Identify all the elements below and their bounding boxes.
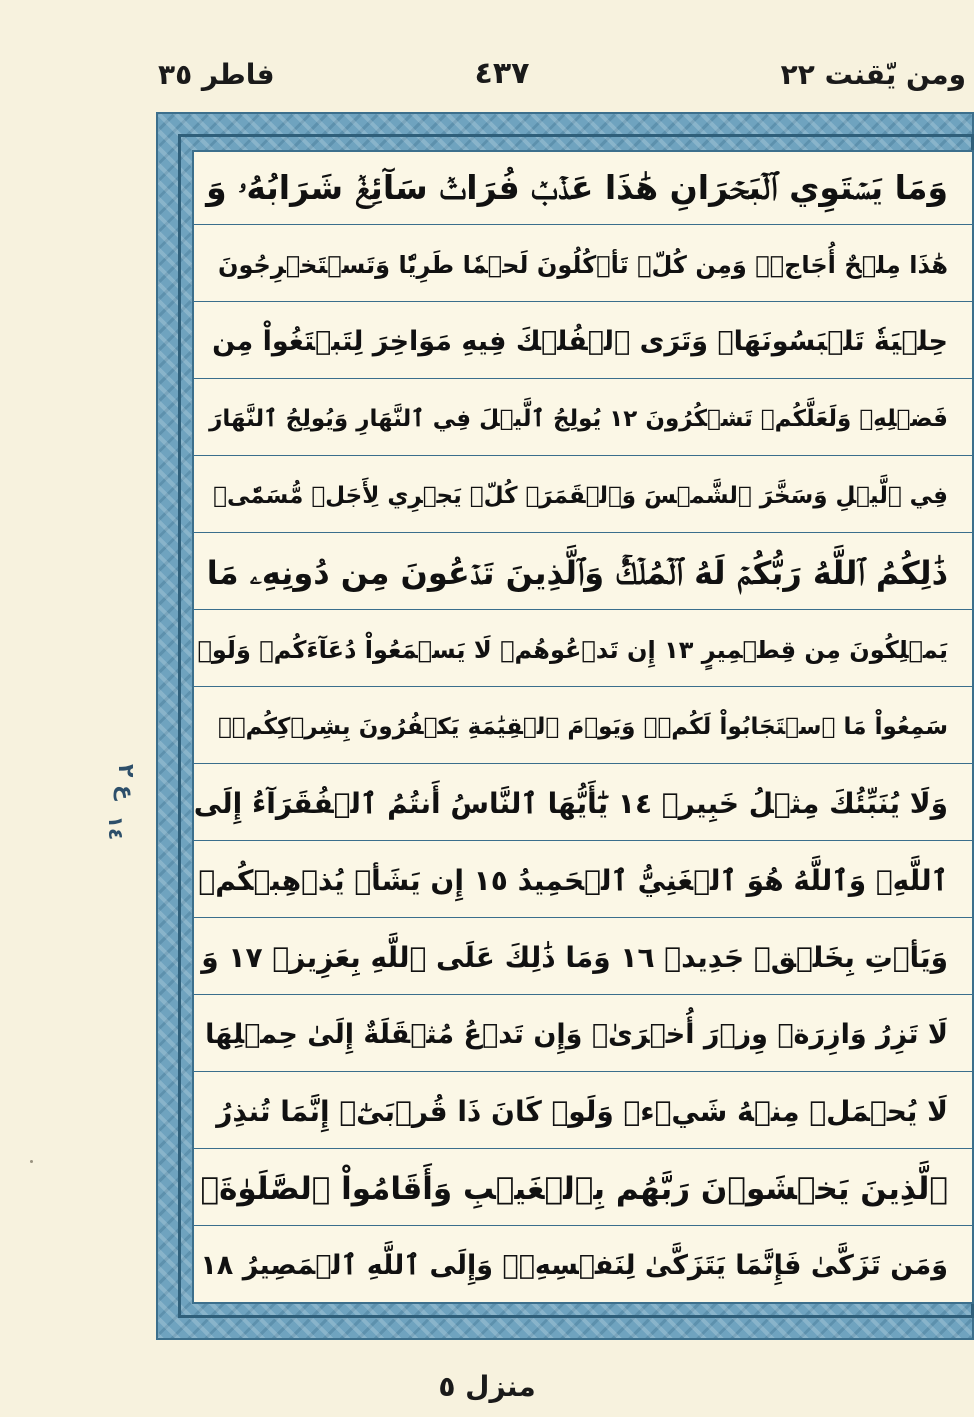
verse-line: لَا تَزِرُ وَازِرَةٞ وِزۡرَ أُخۡرَىٰۚ وَإِن تَدۡعُ مُثۡقَلَةٌ إِلَىٰ حِمۡلِهَا <box>194 999 972 1072</box>
ruku-number: ع ٢ <box>113 763 138 801</box>
ruku-verse-count: ١٤ <box>104 815 128 841</box>
juz-label: ومن يّقنت ٢٢ <box>780 58 966 91</box>
verse-line: يَمۡلِكُونَ مِن قِطۡمِيرٍ ١٣ إِن تَدۡعُوهُمۡ لَا يَسۡمَعُواْ دُعَآءَكُمۡ وَلَوۡ <box>194 614 972 687</box>
verse-line: وَمَن تَزَكَّىٰ فَإِنَّمَا يَتَزَكَّىٰ لِنَفۡسِهِۦۚ وَإِلَى ٱللَّهِ ٱلۡمَصِيرُ ١٨ <box>200 1250 948 1281</box>
verse-line: سَمِعُواْ مَا ٱسۡتَجَابُواْ لَكُمۡۖ وَيَوۡمَ ٱلۡقِيَٰمَةِ يَكۡفُرُونَ بِشِرۡكِكُمۡۚ <box>194 691 972 764</box>
verse-line: لَا يُحۡمَلۡ مِنۡهُ شَيۡءٞ وَلَوۡ كَانَ ذَا قُرۡبَىٰٓۗ إِنَّمَا تُنذِرُ <box>194 1076 972 1149</box>
verse-line: حِلۡيَةٗ تَلۡبَسُونَهَاۖ وَتَرَى ٱلۡفُلۡكَ فِيهِ مَوَاخِرَ لِتَبۡتَغُواْ مِن <box>194 306 972 379</box>
verse-line: وَيَأۡتِ بِخَلۡقٖ جَدِيدٖ ١٦ وَمَا ذَٰلِكَ عَلَى ٱللَّهِ بِعَزِيزٖ ١٧ وَ <box>194 922 972 995</box>
verse-line: ذَٰلِكُمُ ٱللَّهُ رَبُّكُمۡ لَهُ ٱلۡمُلۡكُۚ وَٱلَّذِينَ تَدۡعُونَ مِن دُونِهِۦ مَا <box>194 537 972 610</box>
verse-line: هَٰذَا مِلۡحٌ أُجَاجٞۖ وَمِن كُلّٖ تَأۡكُلُونَ لَحۡمٗا طَرِيّٗا وَتَسۡتَخۡرِجُونَ <box>194 229 972 302</box>
verse-line: فِي ٱلَّيۡلِ وَسَخَّرَ ٱلشَّمۡسَ وَٱلۡقَمَرَۖ كُلّٞ يَجۡرِي لِأَجَلٖ مُّسَمّٗىۚ <box>194 460 972 533</box>
manzil-label: منزل ٥ <box>438 1370 536 1403</box>
verse-line: ٱلَّذِينَ يَخۡشَوۡنَ رَبَّهُم بِٱلۡغَيۡبِ وَأَقَامُواْ ٱلصَّلَوٰةَۚ <box>194 1153 972 1226</box>
verse-line: فَضۡلِهِۦ وَلَعَلَّكُمۡ تَشۡكُرُونَ ١٢ يُولِجُ ٱلَّيۡلَ فِي ٱلنَّهَارِ وَيُولِجُ ٱلنَّهَارَ <box>194 383 972 456</box>
verse-line: ٱللَّهِۖ وَٱللَّهُ هُوَ ٱلۡغَنِيُّ ٱلۡحَمِيدُ ١٥ إِن يَشَأۡ يُذۡهِبۡكُمۡ <box>194 845 972 918</box>
surah-label: فاطر ٣٥ <box>158 58 275 91</box>
page-header <box>0 52 974 96</box>
page-number: ٤٣٧ <box>474 56 530 91</box>
paper-speck <box>30 1160 33 1163</box>
ruku-margin-marker <box>78 752 138 862</box>
verse-line: وَمَا يَسۡتَوِي ٱلۡبَحۡرَانِ هَٰذَا عَذۡبٞ فُرَاتٞ سَآئِغٞ شَرَابُهُۥ وَ <box>194 152 972 225</box>
text-panel <box>192 150 974 1304</box>
verse-line: وَلَا يُنَبِّئُكَ مِثۡلُ خَبِيرٖ ١٤ يَٰٓأَيُّهَا ٱلنَّاسُ أَنتُمُ ٱلۡفُقَرَآءُ إِلَى <box>194 768 972 841</box>
